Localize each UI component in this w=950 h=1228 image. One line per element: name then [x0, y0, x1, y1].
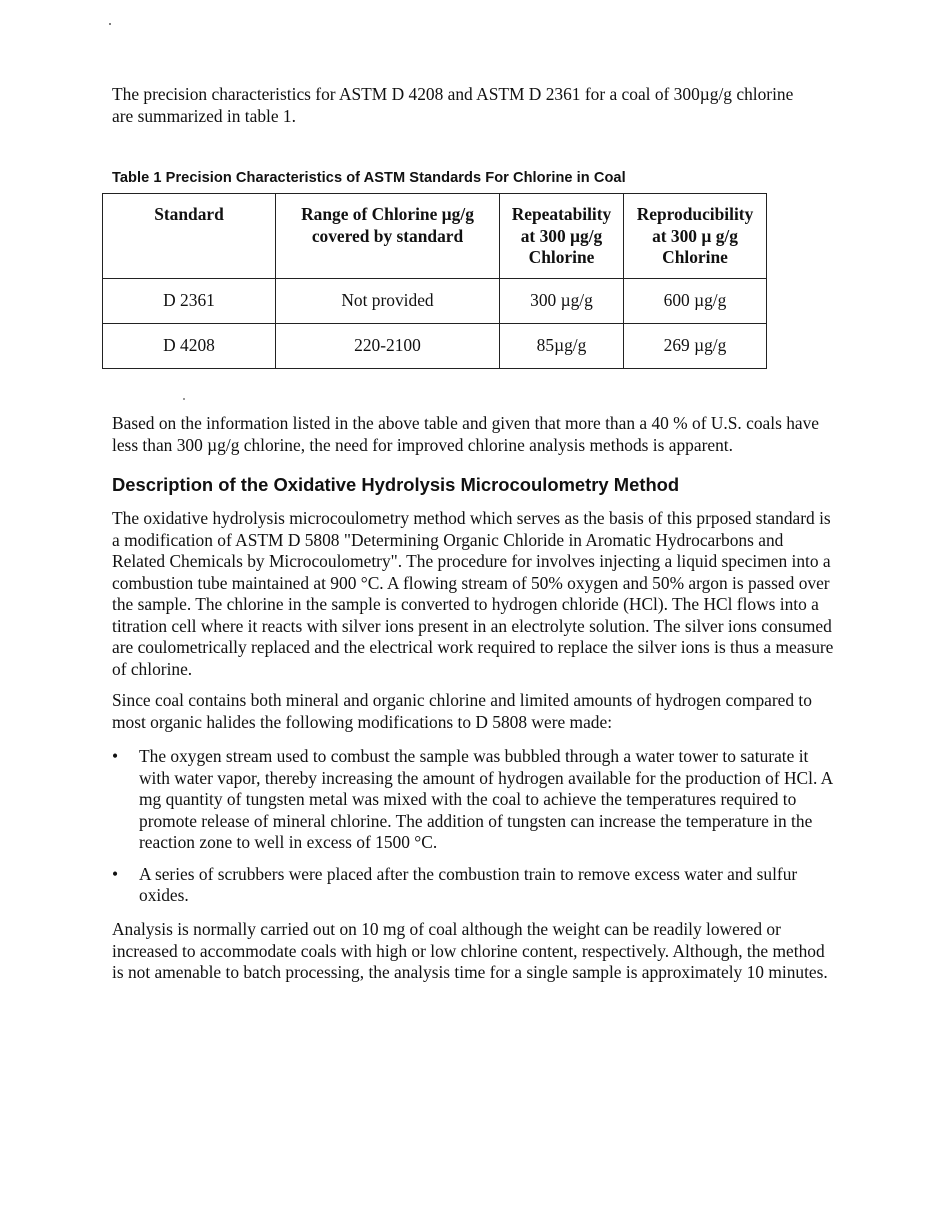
summary-paragraph: Based on the information listed in the above table and given that more than a 40 % of U.S. coals have less than 300 µg/g chlorine, the need for improved chlorine analysis methods is apparent. — [112, 413, 820, 455]
modifications-list — [112, 746, 840, 917]
analysis-paragraph: Analysis is normally carried out on 10 mg of coal although the weight can be readily lowered or increased to accommodate coals with high or low chlorine content, respectively. Although, the method is not amenable to batch processing, the analysis time for a single sample is approximately 10 minutes. — [112, 919, 828, 982]
cell-range: 220-2100 — [276, 324, 500, 369]
intro-paragraph: The precision characteristics for ASTM D 4208 and ASTM D 2361 for a coal of 300µg/g chlorine are summarized in table 1. — [112, 84, 794, 126]
list-item-text: A series of scrubbers were placed after the combustion train to remove excess water and sulfur oxides. — [139, 863, 798, 905]
list-item-text: The oxygen stream used to combust the sample was bubbled through a water tower to saturate it with water vapor, thereby increasing the amount of hydrogen available for the production of HCl. A mg quantity of tungsten metal was mixed with the coal to achieve the temperatures required to promote release of mineral chlorine. The addition of tungsten can increase the temperature in the reaction zone to well in excess of 1500 °C. — [139, 746, 833, 852]
section-heading: Description of the Oxidative Hydrolysis Microcoulometry Method — [112, 474, 680, 495]
cell-reproducibility: 269 µg/g — [624, 324, 767, 369]
list-item — [112, 864, 840, 907]
header-line: at 300 µ g/g — [652, 225, 738, 246]
bullet-icon: • — [112, 863, 119, 884]
precision-table — [102, 193, 767, 369]
header-repeatability — [500, 194, 624, 279]
cell-standard: D 2361 — [103, 279, 276, 324]
header-line: covered by standard — [311, 225, 464, 246]
modifications-intro-paragraph: Since coal contains both mineral and organic chlorine and limited amounts of hydrogen compared to most organic halides the following modifications to D 5808 were made: — [112, 690, 812, 732]
header-line: Repeatability — [511, 204, 612, 224]
header-line: at 300 µg/g — [520, 225, 603, 246]
method-description-paragraph: The oxidative hydrolysis microcoulometry method which serves as the basis of this prposed standard is a modification of ASTM D 5808 "Determining Organic Chloride in Aromatic Hydrocarbons and Related Chemicals by Microcoulometry". The procedure for involves injecting a liquid specimen into a combustion tube maintained at 900 °C. A flowing stream of 50% oxygen and 50% argon is passed over the sample. The chlorine in the sample is converted to hydrogen chloride (HCl). The HCl flows into a titration cell where it reacts with silver ions present in an electrolyte solution. The silver ions consumed are coulometrically replaced and the electrical work required to replace the silver ions is thus a measure of chlorine. — [112, 508, 834, 679]
cell-repeatability: 300 µg/g — [500, 279, 624, 324]
table-header-row — [103, 194, 767, 279]
header-line: Range of Chlorine µg/g — [301, 204, 474, 224]
header-reproducibility — [624, 194, 767, 279]
cell-repeatability: 85µg/g — [500, 324, 624, 369]
table-row — [103, 279, 767, 324]
cell-standard: D 4208 — [103, 324, 276, 369]
header-line: Reproducibility — [636, 204, 754, 224]
table-row — [103, 324, 767, 369]
header-standard — [103, 194, 276, 279]
header-range — [276, 194, 500, 279]
cell-reproducibility: 600 µg/g — [624, 279, 767, 324]
header-line: Chlorine — [662, 247, 728, 267]
bullet-icon: • — [112, 746, 119, 766]
list-item — [112, 746, 840, 854]
cell-range: Not provided — [276, 279, 500, 324]
header-line: Standard — [154, 204, 224, 224]
table-caption: Table 1 Precision Characteristics of ASTM Standards For Chlorine in Coal — [112, 170, 626, 186]
header-line: Chlorine — [528, 247, 595, 267]
scan-speck — [109, 23, 111, 25]
scan-speck — [183, 398, 185, 400]
